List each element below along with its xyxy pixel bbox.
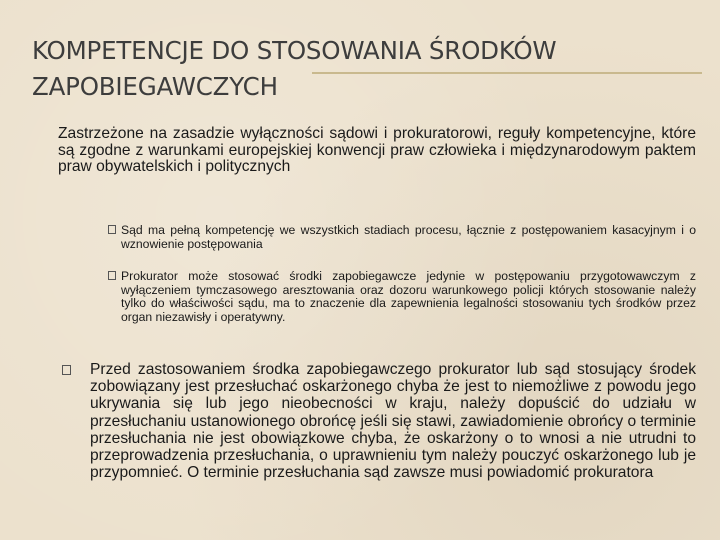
slide-title: KOMPETENCJE DO STOSOWANIA ŚRODKÓW ZAPOBIEGAWCZYCH	[32, 36, 557, 101]
bullet-box-icon	[108, 271, 116, 280]
main-bullet-hearing	[62, 361, 696, 481]
sub-bullet-text: Sąd ma pełną kompetencję we wszystkich stadiach procesu, łącznie z postępowaniem kasacyjnym i o wznowienie postępowania	[121, 223, 696, 251]
sub-bullet-prosecutor	[96, 270, 696, 324]
main-bullet-text: Przed zastosowaniem środka zapobiegawczego prokurator lub sąd stosujący środek zobowiązany jest przesłuchać oskarżonego chyba że jest to niemożliwe z powodu jego ukrywania się lub jego nieobecności w kraju, należy dopuścić do udziału w przesłuchaniu ustanowionego obrońcę jeśli się stawi, zawiadomienie obrońcy o terminie przesłuchania nie jest obowiązkowe chyba, że oskarżony o to wnosi a nie utrudni to przeprowadzenia przesłuchania, o uprawnieniu tym należy pouczyć oskarżonego lub je przypomnieć. O terminie przesłuchania sąd zawsze musi powiadomić prokuratora	[90, 361, 696, 482]
bullet-box-icon	[62, 365, 71, 375]
title-underline	[312, 72, 702, 74]
sub-bullet-court	[96, 224, 696, 251]
intro-paragraph: Zastrzeżone na zasadzie wyłączności sądowi i prokuratorowi, reguły kompetencyjne, które są zgodne z warunkami europejskiej konwencji praw człowieka i międzynarodowym paktem praw obywatelskich i politycznych	[58, 125, 696, 175]
sub-bullet-text: Prokurator może stosować środki zapobiegawcze jedynie w postępowaniu przygotowawczym z wyłączeniem tymczasowego aresztowania oraz dozoru warunkowego policji których stosowanie należy tylko do właściwości sądu, ma to znaczenie dla zapewnienia legalności stosowaniu tych środków przez organ niezawisły i operatywny.	[121, 269, 696, 324]
bullet-box-icon	[108, 225, 116, 234]
